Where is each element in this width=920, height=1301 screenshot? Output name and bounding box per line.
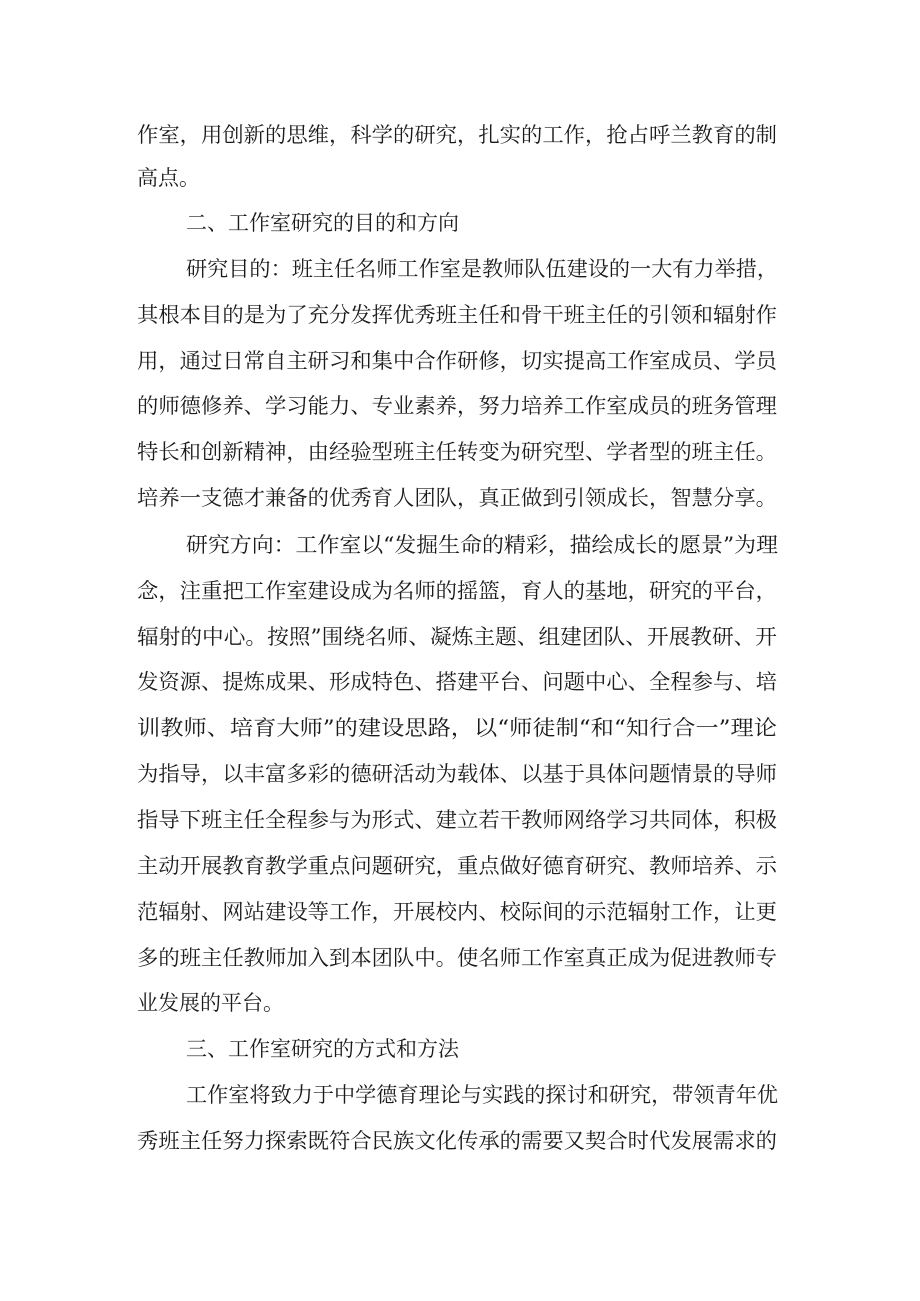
line-text: 主动开展教育教学重点问题研究，重点做好德育研究、教师培养、示 xyxy=(137,854,778,878)
line-text: 其根本目的是为了充分发挥优秀班主任和骨干班主任的引领和辐射作 xyxy=(137,303,778,327)
line-text: 作室，用创新的思维，科学的研究，扎实的工作，抢占呼兰教育的制 xyxy=(137,123,778,147)
line-text: 三、工作室研究的方式和方法 xyxy=(186,1037,459,1061)
text-line xyxy=(0,1121,920,1161)
text-line xyxy=(0,341,920,381)
line-text: 研究方向：工作室以“发掘生命的精彩，描绘成长的愿景”为理 xyxy=(186,533,778,557)
line-text: 范辐射、网站建设等工作，开展校内、校际间的示范辐射工作，让更 xyxy=(137,900,778,924)
text-line xyxy=(0,478,920,518)
text-line xyxy=(0,800,920,840)
line-text: 业发展的平台。 xyxy=(137,991,284,1015)
line-text: 发资源、提炼成果、形成特色、搭建平台、问题中心、全程参与、培 xyxy=(137,670,778,694)
line-text: 为指导，以丰富多彩的德研活动为载体、以基于具体问题情景的导师 xyxy=(137,762,778,786)
text-line xyxy=(0,249,920,289)
text-line xyxy=(0,386,920,426)
text-line xyxy=(0,662,920,702)
line-text: 的师德修养、学习能力、专业素养，努力培养工作室成员的班务管理 xyxy=(137,394,778,418)
text-line xyxy=(0,525,920,565)
line-text: 培养一支德才兼备的优秀育人团队，真正做到引领成长，智慧分享。 xyxy=(137,486,778,510)
text-line xyxy=(0,115,920,155)
line-text: 研究目的：班主任名师工作室是教师队伍建设的一大有力举措， xyxy=(186,257,778,281)
text-line xyxy=(0,295,920,335)
line-text: 指导下班主任全程参与为形式、建立若干教师网络学习共同体，积极 xyxy=(137,808,778,832)
text-line xyxy=(0,938,920,978)
text-line xyxy=(0,571,920,611)
text-line xyxy=(0,708,920,748)
line-text: 秀班主任努力探索既符合民族文化传承的需要又契合时代发展需求的 xyxy=(137,1129,778,1153)
text-line xyxy=(0,158,920,198)
line-text: 训教师、培育大师”的建设思路，以“师徒制“和“知行合一”理论 xyxy=(137,716,777,740)
line-text: 高点。 xyxy=(137,166,200,190)
line-text: 工作室将致力于中学德育理论与实践的探讨和研究，带领青年优 xyxy=(186,1083,778,1107)
text-line xyxy=(0,617,920,657)
text-line xyxy=(0,1075,920,1115)
text-line xyxy=(0,846,920,886)
text-line xyxy=(0,983,920,1023)
text-line xyxy=(0,892,920,932)
text-line xyxy=(0,432,920,472)
line-text: 辐射的中心。按照”围绕名师、凝炼主题、组建团队、开展教研、开 xyxy=(137,625,777,649)
section-heading xyxy=(0,1029,920,1069)
line-text: 二、工作室研究的目的和方向 xyxy=(186,211,459,235)
line-text: 特长和创新精神，由经验型班主任转变为研究型、学者型的班主任。 xyxy=(137,440,778,464)
line-text: 多的班主任教师加入到本团队中。使名师工作室真正成为促进教师专 xyxy=(137,946,778,970)
line-text: 念，注重把工作室建设成为名师的摇篮，育人的基地，研究的平台， xyxy=(137,579,778,603)
line-text: 用，通过日常自主研习和集中合作研修，切实提高工作室成员、学员 xyxy=(137,349,778,373)
section-heading xyxy=(0,203,920,243)
text-line xyxy=(0,754,920,794)
